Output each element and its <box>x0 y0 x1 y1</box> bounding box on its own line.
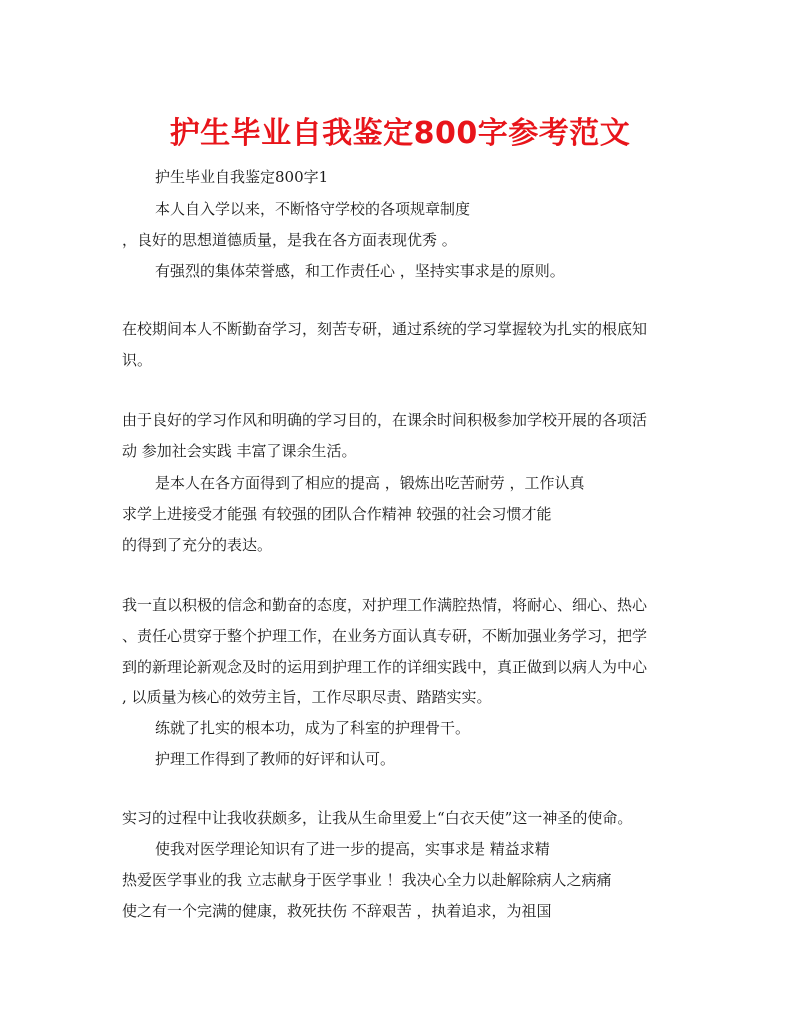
text-line: 、责任心贯穿于整个护理工作，在业务方面认真专研，不断加强业务学习，把学 <box>122 627 648 645</box>
text-line: 使之有一个完满的健康，救死扶伤 不辞艰苦 ，执着追求，为祖国 <box>122 902 552 920</box>
text-line: 护生毕业自我鉴定800字1 <box>155 168 329 186</box>
text-line: 护理工作得到了教师的好评和认可。 <box>155 750 396 768</box>
text-line: 练就了扎实的根本功，成为了科室的护理骨干。 <box>155 719 471 737</box>
text-line: 我一直以积极的信念和勤奋的态度，对护理工作满腔热情，将耐心、细心、热心 <box>122 596 648 614</box>
text-line: 求学上进接受才能强 有较强的团队合作精神 较强的社会习惯才能 <box>122 505 552 523</box>
document-title: 护生毕业自我鉴定800字参考范文 <box>169 116 631 151</box>
text-line: 识。 <box>122 351 153 369</box>
text-line: 动 参加社会实践 丰富了课余生活。 <box>122 442 357 460</box>
text-line: 实习的过程中让我收获颇多，让我从生命里爱上“白衣天使”这一神圣的使命。 <box>122 809 633 827</box>
text-line: 热爱医学事业的我 立志献身于医学事业 ！我决心全力以赴解除病人之病痛 <box>122 871 612 889</box>
text-line: 到的新理论新观念及时的运用到护理工作的详细实践中，真正做到以病人为中心 <box>122 658 648 676</box>
text-line: 有强烈的集体荣誉感，和工作责任心 ，坚持实事求是的原则。 <box>155 262 565 280</box>
text-line: 在校期间本人不断勤奋学习，刻苦专研，通过系统的学习掌握较为扎实的根底知 <box>122 320 648 338</box>
text-line: 由于良好的学习作风和明确的学习目的，在课余时间积极参加学校开展的各项活 <box>122 411 648 429</box>
text-line: 本人自入学以来，不断恪守学校的各项规章制度 <box>155 200 471 218</box>
text-line: 使我对医学理论知识有了进一步的提高，实事求是 精益求精 <box>155 840 550 858</box>
text-line: ，良好的思想道德质量，是我在各方面表现优秀 。 <box>122 231 457 249</box>
text-line: 的得到了充分的表达。 <box>122 536 273 554</box>
text-line: 是本人在各方面得到了相应的提高 ，锻炼出吃苦耐劳 ，工作认真 <box>155 474 585 492</box>
text-line: , 以质量为核心的效劳主旨，工作尽职尽责、踏踏实实。 <box>122 688 492 706</box>
